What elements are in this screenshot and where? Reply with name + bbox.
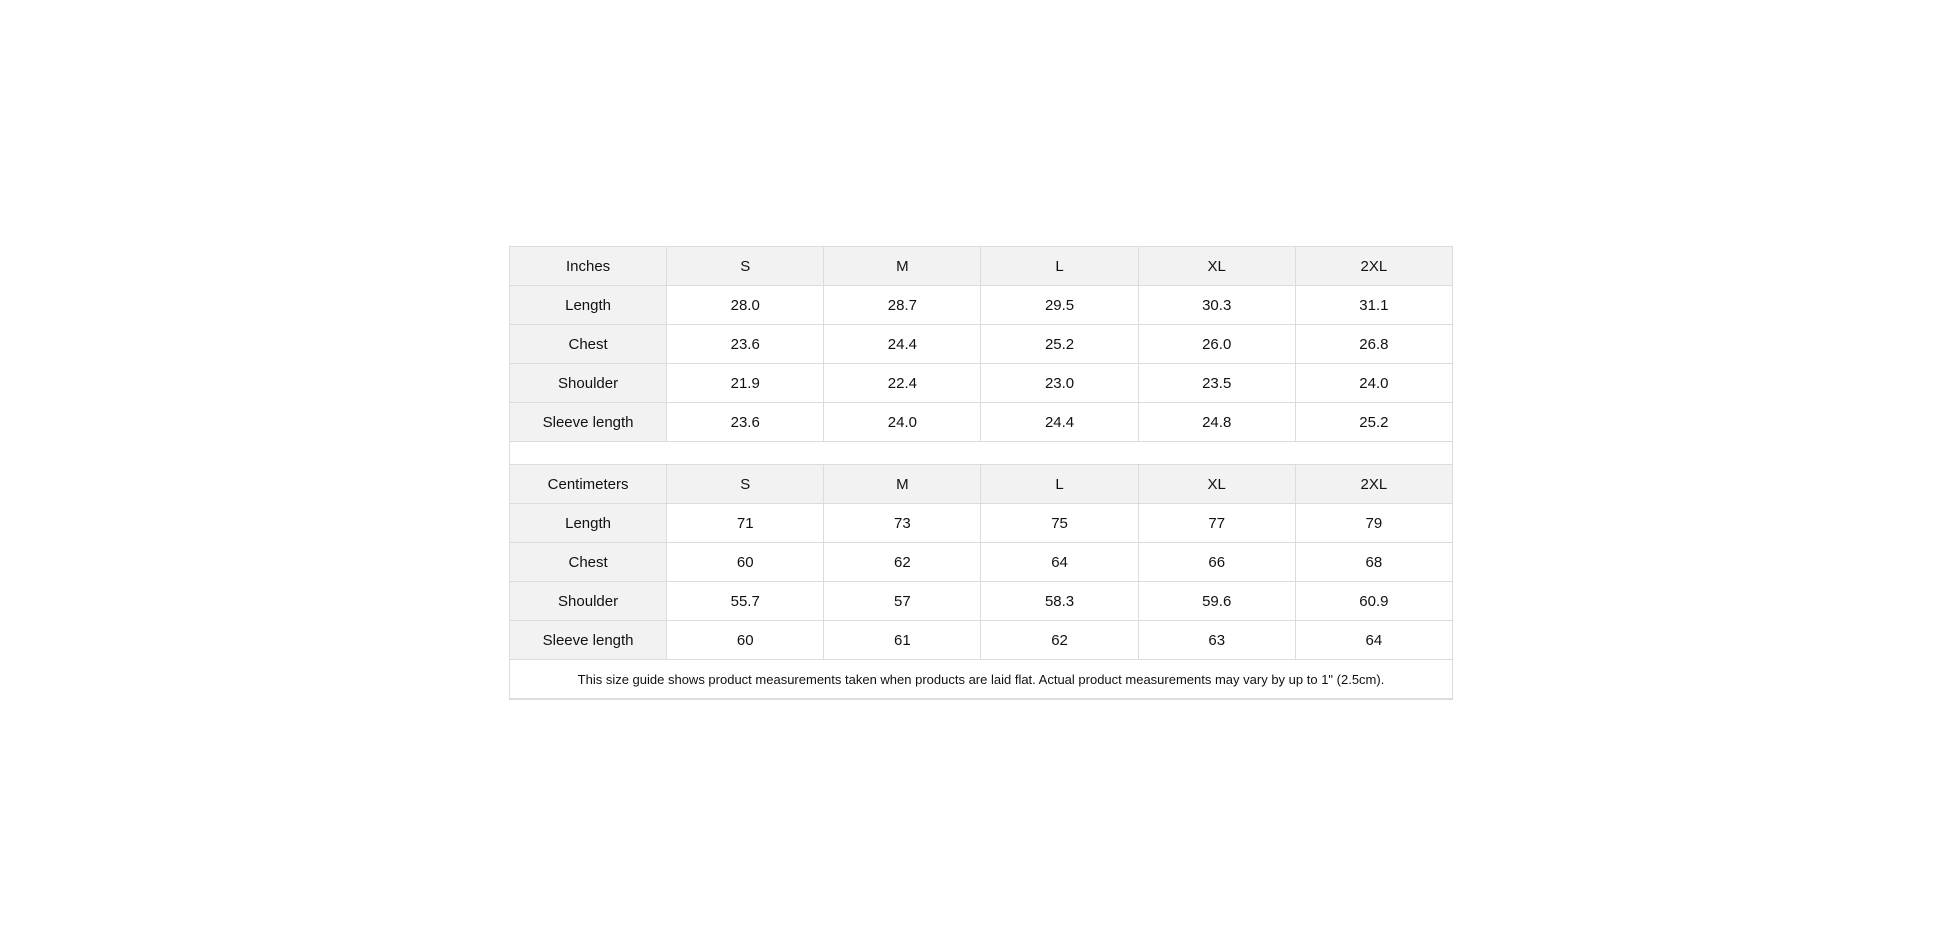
table-cell: 63 bbox=[1138, 621, 1295, 660]
table-cell: 24.0 bbox=[824, 403, 981, 442]
table-cell: 75 bbox=[981, 504, 1138, 543]
centimeters-size-xl: XL bbox=[1138, 465, 1295, 504]
row-label: Chest bbox=[510, 325, 667, 364]
table-cell: 59.6 bbox=[1138, 582, 1295, 621]
size-guide-table bbox=[509, 246, 1453, 700]
row-label: Shoulder bbox=[510, 364, 667, 403]
centimeters-size-2xl: 2XL bbox=[1295, 465, 1452, 504]
table-cell: 60.9 bbox=[1295, 582, 1452, 621]
row-label: Shoulder bbox=[510, 582, 667, 621]
centimeters-row-sleeve-length bbox=[510, 621, 1453, 660]
table-cell: 28.7 bbox=[824, 286, 981, 325]
table-cell: 26.8 bbox=[1295, 325, 1452, 364]
inches-header-row bbox=[510, 247, 1453, 286]
centimeters-header-row bbox=[510, 465, 1453, 504]
inches-unit-label: Inches bbox=[510, 247, 667, 286]
table-cell: 28.0 bbox=[667, 286, 824, 325]
table-cell: 64 bbox=[981, 543, 1138, 582]
table-cell: 30.3 bbox=[1138, 286, 1295, 325]
table-cell: 64 bbox=[1295, 621, 1452, 660]
centimeters-size-m: M bbox=[824, 465, 981, 504]
inches-size-2xl: 2XL bbox=[1295, 247, 1452, 286]
table-cell: 77 bbox=[1138, 504, 1295, 543]
row-label: Length bbox=[510, 504, 667, 543]
table-cell: 66 bbox=[1138, 543, 1295, 582]
table-cell: 24.4 bbox=[824, 325, 981, 364]
table-cell: 71 bbox=[667, 504, 824, 543]
table-cell: 24.4 bbox=[981, 403, 1138, 442]
table-cell: 60 bbox=[667, 543, 824, 582]
inches-row-sleeve-length bbox=[510, 403, 1453, 442]
inches-size-m: M bbox=[824, 247, 981, 286]
table-cell: 79 bbox=[1295, 504, 1452, 543]
table-cell: 25.2 bbox=[981, 325, 1138, 364]
table-cell: 55.7 bbox=[667, 582, 824, 621]
table-cell: 22.4 bbox=[824, 364, 981, 403]
table-cell: 26.0 bbox=[1138, 325, 1295, 364]
table-cell: 73 bbox=[824, 504, 981, 543]
table-cell: 62 bbox=[824, 543, 981, 582]
table-cell: 23.5 bbox=[1138, 364, 1295, 403]
size-guide-note: This size guide shows product measurements taken when products are laid flat. Actual product measurements may vary by up to 1" (2.5cm). bbox=[510, 660, 1453, 700]
spacer-row bbox=[510, 442, 1453, 465]
note-row bbox=[510, 660, 1453, 700]
spacer-cell bbox=[510, 442, 1453, 465]
centimeters-row-shoulder bbox=[510, 582, 1453, 621]
table-cell: 60 bbox=[667, 621, 824, 660]
inches-row-chest bbox=[510, 325, 1453, 364]
table-cell: 23.0 bbox=[981, 364, 1138, 403]
row-label: Length bbox=[510, 286, 667, 325]
table-cell: 24.0 bbox=[1295, 364, 1452, 403]
table-cell: 29.5 bbox=[981, 286, 1138, 325]
inches-size-s: S bbox=[667, 247, 824, 286]
table-cell: 23.6 bbox=[667, 403, 824, 442]
table-cell: 31.1 bbox=[1295, 286, 1452, 325]
centimeters-row-length bbox=[510, 504, 1453, 543]
inches-row-length bbox=[510, 286, 1453, 325]
centimeters-row-chest bbox=[510, 543, 1453, 582]
table-cell: 58.3 bbox=[981, 582, 1138, 621]
table-cell: 24.8 bbox=[1138, 403, 1295, 442]
table-cell: 62 bbox=[981, 621, 1138, 660]
row-label: Sleeve length bbox=[510, 621, 667, 660]
inches-size-xl: XL bbox=[1138, 247, 1295, 286]
table-cell: 57 bbox=[824, 582, 981, 621]
centimeters-size-l: L bbox=[981, 465, 1138, 504]
table-cell: 25.2 bbox=[1295, 403, 1452, 442]
centimeters-size-s: S bbox=[667, 465, 824, 504]
centimeters-unit-label: Centimeters bbox=[510, 465, 667, 504]
row-label: Chest bbox=[510, 543, 667, 582]
table-cell: 61 bbox=[824, 621, 981, 660]
row-label: Sleeve length bbox=[510, 403, 667, 442]
table-cell: 23.6 bbox=[667, 325, 824, 364]
inches-row-shoulder bbox=[510, 364, 1453, 403]
table-cell: 21.9 bbox=[667, 364, 824, 403]
table-cell: 68 bbox=[1295, 543, 1452, 582]
inches-size-l: L bbox=[981, 247, 1138, 286]
